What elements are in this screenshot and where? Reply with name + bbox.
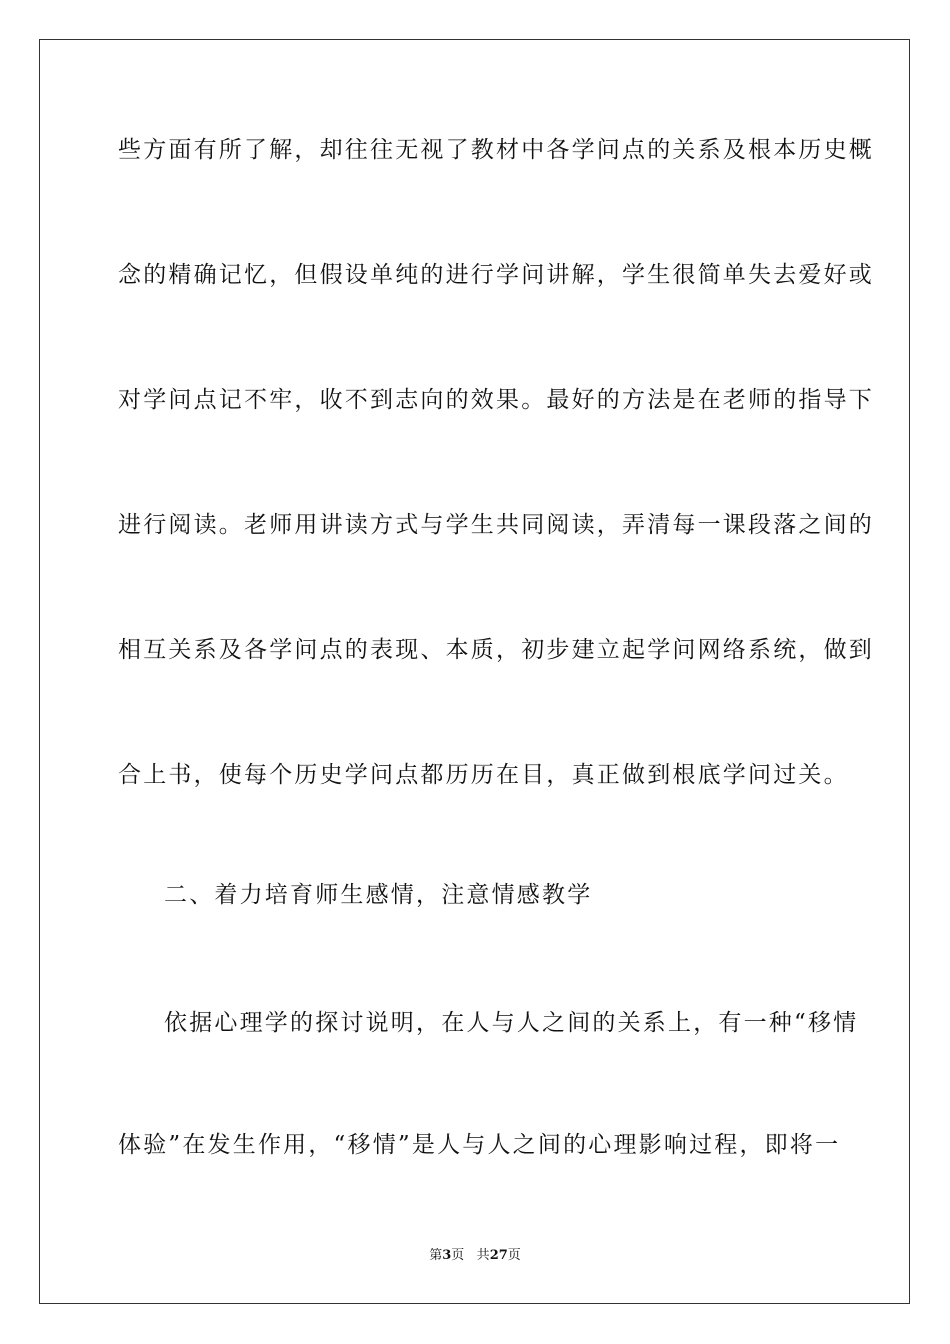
body-text-line-1: 些方面有所了解，却往往无视了教材中各学问点的关系及根本历史概 [118,137,874,163]
page-prefix: 第 [429,1248,443,1263]
body-text-line-8: 体验”在发生作用，“移情”是人与人之间的心理影响过程，即将一 [118,1132,841,1158]
body-text-line-6: 合上书，使每个历史学问点都历历在目，真正做到根底学问过关。 [118,762,849,788]
body-text-line-3: 对学问点记不牢，收不到志向的效果。最好的方法是在老师的指导下 [118,387,874,413]
body-text-line-2: 念的精确记忆，但假设单纯的进行学问讲解，学生很简单失去爱好或 [118,262,874,288]
body-text-line-4: 进行阅读。老师用讲读方式与学生共同阅读，弄清每一课段落之间的 [118,512,874,538]
total-pages: 27 [489,1248,508,1263]
total-suffix: 页 [507,1248,521,1263]
body-text-line-5: 相互关系及各学问点的表现、本质，初步建立起学问网络系统，做到 [118,637,874,663]
total-prefix: 共 [476,1248,490,1263]
page-footer [0,1246,950,1266]
page-suffix: 页 [451,1248,465,1263]
page-number: 3 [442,1248,452,1263]
page-border [39,39,910,1304]
body-text-line-7: 依据心理学的探讨说明，在人与人之间的关系上，有一种“移情 [164,1010,859,1036]
section-heading: 二、着力培育师生感情，注意情感教学 [164,882,593,908]
